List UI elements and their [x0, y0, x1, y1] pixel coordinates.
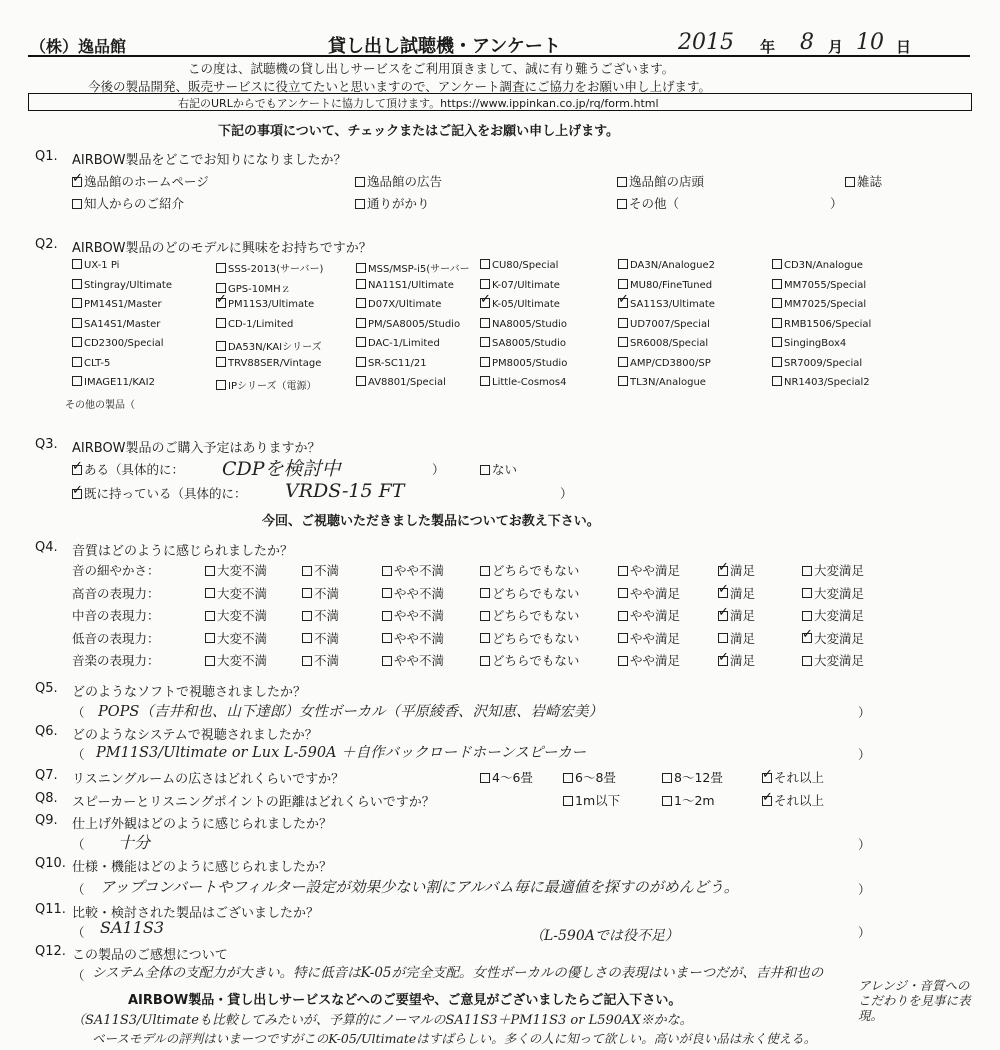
q1-option[interactable]: 知人からのご紹介 [72, 194, 184, 212]
checkbox[interactable] [480, 656, 490, 666]
q2-model-option[interactable]: CD2300/Special [72, 338, 164, 349]
checkbox[interactable] [662, 796, 672, 806]
q10-open-paren: （ [72, 882, 85, 897]
q1-option[interactable]: 雑誌 [845, 172, 882, 190]
checkbox[interactable] [72, 376, 82, 386]
q4-row-label: 低音の表現力： [72, 630, 160, 646]
checkbox[interactable] [382, 566, 392, 576]
q12-side-note: アレンジ・音質へのこだわりを見事に表現。 [858, 978, 971, 1023]
checkbox[interactable] [302, 656, 312, 666]
checkbox[interactable] [718, 633, 728, 643]
checkbox[interactable] [762, 773, 772, 783]
q11-question: 比較・検討された製品はございましたか？ [72, 906, 320, 921]
checkbox[interactable] [382, 656, 392, 666]
checkbox[interactable] [205, 656, 215, 666]
q4-rating-option[interactable]: 大変不満 [205, 584, 267, 602]
q1-close-paren: ） [830, 196, 843, 211]
checkbox[interactable] [216, 380, 226, 390]
q4-rating-option[interactable]: 不満 [302, 651, 339, 669]
q2-model-option[interactable]: CD-1/Limited [216, 319, 293, 330]
q6-open-paren: （ [72, 747, 85, 762]
q4-row-label: 音の細やかさ： [72, 563, 160, 578]
q2-model-option[interactable]: TRV88SER/Vintage [216, 358, 321, 369]
date-day: 10 [856, 30, 884, 55]
q3-yes-close-paren: ） [432, 462, 445, 477]
q2-model-option[interactable]: TL3N/Analogue [618, 377, 706, 388]
q1-number: Q1. [35, 149, 58, 164]
checkbox[interactable] [205, 566, 215, 576]
q2-model-option[interactable]: MSS/MSP-i5(サーバー [356, 260, 470, 275]
checkbox[interactable] [72, 259, 82, 269]
q4-rating-option[interactable]: どちらでもない [480, 584, 579, 602]
request-heading: AIRBOW製品・貸し出しサービスなどへのご要望や、ご意見がございましたらご記入下さい。 [128, 993, 682, 1008]
q4-rating-option[interactable]: 不満 [302, 584, 339, 602]
checkbox[interactable] [618, 318, 628, 328]
q1-option[interactable]: 通りがかり [355, 194, 430, 212]
q4-rating-option[interactable]: 大変不満 [205, 651, 267, 669]
header-rule [28, 55, 970, 57]
checkbox[interactable] [382, 588, 392, 598]
q11-open-paren: （ [72, 925, 85, 940]
q8-option[interactable]: 1～2m [662, 791, 715, 809]
q2-model-option[interactable]: SSS-2013(サーバー) [216, 260, 323, 275]
q1-question: AIRBOW製品をどこでお知りになりましたか？ [72, 153, 347, 168]
q11-answer[interactable]: SA11S3 [100, 918, 165, 937]
q4-rating-option[interactable]: 大変満足 [802, 584, 864, 602]
q6-number: Q6. [35, 724, 58, 739]
q4-rating-option[interactable]: やや不満 [382, 561, 444, 579]
q3-sub-heading: 今回、ご視聴いただきました製品についてお教え下さい。 [262, 514, 600, 529]
checkbox[interactable] [72, 298, 82, 308]
date-month-label: 月 [828, 38, 844, 56]
checkbox[interactable] [205, 611, 215, 621]
date-month: 8 [800, 30, 814, 55]
q3-option-own[interactable]: ✓既に持っている（具体的に： [72, 484, 247, 502]
q2-model-option[interactable]: GPS-10MHｚ [216, 280, 291, 295]
checkbox[interactable] [72, 357, 82, 367]
q2-model-option[interactable]: UD7007/Special [618, 319, 710, 330]
q2-model-option[interactable]: K-07/Ultimate [480, 280, 560, 291]
checkbox[interactable] [718, 611, 728, 621]
q4-rating-option[interactable]: やや満足 [618, 584, 680, 602]
q6-question: どのようなシステムで視聴されましたか？ [72, 728, 318, 743]
q3-question: AIRBOW製品のご購入予定はありますか？ [72, 441, 321, 456]
q4-rating-option[interactable]: やや満足 [618, 561, 680, 579]
checkbox[interactable] [618, 656, 628, 666]
q2-number: Q2. [35, 237, 58, 252]
q12-question: この製品のご感想について [72, 948, 228, 963]
q4-rating-option[interactable]: やや不満 [382, 629, 444, 647]
q8-number: Q8. [35, 791, 58, 806]
q2-model-option[interactable]: SR6008/Special [618, 338, 708, 349]
q5-open-paren: （ [72, 705, 85, 720]
q6-answer[interactable]: PM11S3/Ultimate or Lux L-590A ＋自作バックロードホーンスピーカー [96, 745, 587, 761]
checkbox[interactable] [72, 465, 82, 475]
checkbox[interactable] [718, 588, 728, 598]
intro-line-1: この度は、試聴機の貸し出しサービスをご利用頂きまして、誠に有り難うございます。 [188, 61, 675, 76]
q2-model-option[interactable]: MM7055/Special [772, 280, 866, 291]
checkbox[interactable] [772, 376, 782, 386]
q4-row-label: 音楽の表現力： [72, 653, 160, 668]
q1-option[interactable]: 逸品館の店頭 [617, 172, 704, 190]
intro-line-2: 今後の製品開発、販売サービスに役立てたいと思いますので、アンケート調査にご協力をお願い申し上げます。 [88, 79, 712, 94]
q4-rating-option[interactable]: ✓ 満足 [718, 584, 755, 602]
checkbox[interactable] [355, 199, 365, 209]
q2-model-option[interactable]: PM8005/Studio [480, 358, 567, 369]
q3-option-yes[interactable]: ✓ある（具体的に： [72, 460, 184, 478]
q9-open-paren: （ [72, 837, 85, 852]
checkbox[interactable] [772, 337, 782, 347]
checkbox[interactable] [480, 298, 490, 308]
q9-answer[interactable]: 十分 [118, 833, 151, 852]
q2-model-option[interactable]: DA3N/Analogue2 [618, 260, 715, 271]
q2-model-option[interactable]: CLT-5 [72, 358, 110, 369]
checkbox[interactable] [72, 318, 82, 328]
checkbox[interactable] [72, 337, 82, 347]
q4-rating-option[interactable]: どちらでもない [480, 606, 579, 624]
checkbox[interactable] [618, 633, 628, 643]
q2-model-option[interactable]: Stingray/Ultimate [72, 280, 172, 291]
checkbox[interactable] [802, 633, 812, 643]
checkbox[interactable] [618, 611, 628, 621]
q10-question: 仕様・機能はどのように感じられましたか？ [72, 860, 333, 875]
q4-row-label: 中音の表現力： [72, 608, 160, 623]
checkbox[interactable] [802, 588, 812, 598]
checkbox[interactable] [718, 566, 728, 576]
checkbox[interactable] [480, 279, 490, 289]
checkbox[interactable] [302, 633, 312, 643]
checkbox[interactable] [205, 588, 215, 598]
q2-model-option[interactable]: SR7009/Special [772, 358, 862, 369]
checkbox[interactable] [480, 633, 490, 643]
checkbox[interactable] [617, 199, 627, 209]
checkbox[interactable] [480, 337, 490, 347]
q2-other-products[interactable]: その他の製品（ [65, 400, 135, 411]
date-year-label: 年 [760, 38, 776, 56]
q4-rating-option[interactable]: ✓ 大変満足 [802, 629, 864, 647]
checkbox[interactable] [802, 566, 812, 576]
q2-model-option[interactable]: SA8005/Studio [480, 338, 566, 349]
q4-question: 音質はどのように感じられましたか？ [72, 544, 294, 559]
q2-model-option[interactable]: DAC-1/Limited [356, 338, 440, 349]
q2-model-option[interactable]: ✓K-05/Ultimate [480, 299, 560, 310]
q4-row-label: 高音の表現力： [72, 585, 160, 601]
q2-model-option[interactable]: CU80/Special [480, 260, 558, 271]
q8-question: スピーカーとリスニングポイントの距離はどれくらいですか？ [72, 795, 435, 810]
checkbox[interactable] [618, 337, 628, 347]
checkbox[interactable] [618, 357, 628, 367]
q2-model-option[interactable]: Little-Cosmos4 [480, 377, 566, 388]
q2-model-option[interactable]: IPシリーズ（電源） [216, 377, 316, 392]
q4-rating-option[interactable]: やや満足 [618, 651, 680, 669]
q10-close-paren: ） [858, 882, 871, 897]
q6-close-paren: ） [858, 747, 871, 762]
q2-model-option[interactable]: AV8801/Special [356, 377, 446, 388]
checkbox[interactable] [618, 279, 628, 289]
checkbox[interactable] [772, 279, 782, 289]
q2-model-option[interactable]: DA53N/KAIシリーズ [216, 338, 322, 353]
q2-model-option[interactable]: MM7025/Special [772, 299, 866, 310]
q7-option[interactable]: ✓ それ以上 [762, 768, 824, 786]
q4-rating-option[interactable]: やや不満 [382, 606, 444, 624]
checkbox[interactable] [662, 773, 672, 783]
request-answer-line-1[interactable]: （SA11S3/Ultimateも比較してみたいが、予算的にノーマルのSA11S3＋PM11S3 or L590AX※かな。 [72, 1013, 693, 1028]
q12-answer[interactable]: システム全体の支配力が大きい。特に低音はK-05が完全支配。女性ボーカルの優しさの表現はいまーつだが、吉井和也の [92, 965, 824, 981]
q4-rating-option[interactable]: ✓ 満足 [718, 561, 755, 579]
checkbox[interactable] [356, 318, 366, 328]
checkbox[interactable] [480, 259, 490, 269]
checkbox[interactable] [72, 489, 82, 499]
q2-model-option[interactable]: SR-SC11/21 [356, 358, 427, 369]
q9-close-paren: ） [858, 837, 871, 852]
q2-model-option[interactable]: SA14S1/Master [72, 319, 160, 330]
q4-rating-option[interactable]: やや不満 [382, 651, 444, 669]
q5-close-paren: ） [858, 705, 871, 720]
q4-rating-option[interactable]: どちらでもない [480, 561, 579, 579]
q11-number: Q11. [35, 902, 66, 917]
date-year: 2015 [678, 30, 734, 55]
checkbox[interactable] [772, 318, 782, 328]
q2-model-option[interactable]: RMB1506/Special [772, 319, 871, 330]
checkbox[interactable] [72, 199, 82, 209]
q2-question: AIRBOW製品のどのモデルに興味をお持ちですか？ [72, 241, 372, 256]
q12-note-above: （L-590Aでは役不足） [530, 928, 679, 944]
checkbox[interactable] [72, 177, 82, 187]
checkbox[interactable] [480, 566, 490, 576]
q2-model-option[interactable]: NA8005/Studio [480, 319, 567, 330]
q4-rating-option[interactable]: 満足 [718, 629, 755, 647]
checkbox[interactable] [356, 263, 366, 273]
checkbox[interactable] [356, 376, 366, 386]
q4-rating-option[interactable]: ✓ 満足 [718, 606, 755, 624]
q7-option[interactable]: 4～6畳 [480, 768, 533, 786]
q2-model-option[interactable]: D07X/Ultimate [356, 299, 441, 310]
q4-rating-option[interactable]: 大変満足 [802, 606, 864, 624]
checkbox[interactable] [356, 298, 366, 308]
q7-option[interactable]: 8～12畳 [662, 768, 723, 786]
request-answer-line-2[interactable]: ベースモデルの評判はいまーつですがこのK-05/Ultimateはすばらしい。多くの人に知って欲しい。高いが良い品は永く使える。 [92, 1031, 817, 1046]
q8-option[interactable]: ✓ それ以上 [762, 791, 824, 809]
checkbox[interactable] [480, 465, 490, 475]
checkbox[interactable] [480, 588, 490, 598]
checkbox[interactable] [216, 341, 226, 351]
q2-model-option[interactable]: NR1403/Special2 [772, 377, 870, 388]
checkbox[interactable] [302, 588, 312, 598]
q4-rating-option[interactable]: 不満 [302, 606, 339, 624]
q7-question: リスニングルームの広さはどれくらいですか？ [72, 772, 345, 787]
checkbox[interactable] [216, 263, 226, 273]
checkbox[interactable] [382, 611, 392, 621]
q3-number: Q3. [35, 437, 58, 452]
checkbox[interactable] [480, 611, 490, 621]
checkbox[interactable] [617, 177, 627, 187]
q2-model-option[interactable]: ✓PM11S3/Ultimate [216, 299, 314, 310]
q4-rating-option[interactable]: やや満足 [618, 629, 680, 647]
checkbox[interactable] [480, 318, 490, 328]
checkbox[interactable] [563, 773, 573, 783]
q4-rating-option[interactable]: やや不満 [382, 584, 444, 602]
q7-number: Q7. [35, 768, 58, 783]
q2-model-option[interactable]: SingingBox4 [772, 338, 846, 349]
checkbox[interactable] [356, 357, 366, 367]
q2-model-option[interactable]: CD3N/Analogue [772, 260, 863, 271]
checkbox[interactable] [216, 298, 226, 308]
q4-rating-option[interactable]: やや満足 [618, 606, 680, 624]
checkbox[interactable] [356, 337, 366, 347]
checkbox[interactable] [480, 376, 490, 386]
checkbox[interactable] [216, 357, 226, 367]
q4-rating-option[interactable]: ✓ 満足 [718, 651, 755, 669]
checkbox[interactable] [72, 279, 82, 289]
checkbox[interactable] [563, 796, 573, 806]
q8-option[interactable]: 1m以下 [563, 791, 620, 809]
q3-own-answer[interactable]: VRDS-15 FT [285, 480, 405, 502]
q3-yes-answer[interactable]: CDPを検討中 [222, 458, 341, 480]
q4-rating-option[interactable]: 大変満足 [802, 561, 864, 579]
checkbox[interactable] [480, 773, 490, 783]
checkbox[interactable] [216, 283, 226, 293]
company-name: （株）逸品館 [30, 37, 127, 56]
date-day-label: 日 [896, 38, 912, 56]
checkbox[interactable] [618, 588, 628, 598]
checkbox[interactable] [845, 177, 855, 187]
checkbox[interactable] [618, 566, 628, 576]
q4-rating-option[interactable]: 不満 [302, 561, 339, 579]
q4-rating-option[interactable]: 大変満足 [802, 651, 864, 669]
checkbox[interactable] [802, 656, 812, 666]
q5-question: どのようなソフトで視聴されましたか？ [72, 685, 307, 700]
q1-option[interactable]: ✓逸品館のホームページ [72, 172, 209, 190]
q3-option-no[interactable]: ない [480, 460, 517, 478]
checkbox[interactable] [302, 611, 312, 621]
q9-question: 仕上げ外観はどのように感じられましたか？ [72, 817, 333, 832]
q4-rating-option[interactable]: どちらでもない [480, 629, 579, 647]
checkbox[interactable] [618, 298, 628, 308]
q4-rating-option[interactable]: 不満 [302, 629, 339, 647]
checkbox[interactable] [355, 177, 365, 187]
checkbox[interactable] [216, 318, 226, 328]
q5-number: Q5. [35, 681, 58, 696]
q2-model-option[interactable]: ✓SA11S3/Ultimate [618, 299, 715, 310]
q2-model-option[interactable]: NA11S1/Ultimate [356, 280, 454, 291]
checkbox[interactable] [618, 376, 628, 386]
checkbox[interactable] [772, 298, 782, 308]
q2-model-option[interactable]: IMAGE11/KAI2 [72, 377, 155, 388]
instruction-heading: 下記の事項について、チェックまたはご記入をお願い申し上げます。 [218, 124, 620, 139]
checkbox[interactable] [772, 259, 782, 269]
survey-title: 貸し出し試聴機・アンケート [328, 36, 561, 57]
q2-model-option[interactable]: AMP/CD3800/SP [618, 358, 711, 369]
q2-model-option[interactable]: UX-1 Pi [72, 260, 119, 271]
checkbox[interactable] [205, 633, 215, 643]
checkbox[interactable] [302, 566, 312, 576]
q4-number: Q4. [35, 540, 58, 555]
q4-rating-option[interactable]: 大変不満 [205, 629, 267, 647]
q3-own-close-paren: ） [560, 486, 573, 501]
q10-answer[interactable]: アップコンバートやフィルター設定が効果少ない割にアルバム毎に最適値を探すのがめんどう。 [100, 878, 739, 896]
q12-open-paren: （ [72, 968, 85, 983]
q4-rating-option[interactable]: どちらでもない [480, 651, 579, 669]
q11-close-paren: ） [858, 925, 871, 940]
q4-rating-option[interactable]: 大変不満 [205, 606, 267, 624]
checkbox[interactable] [480, 357, 490, 367]
q9-number: Q9. [35, 813, 58, 828]
checkbox[interactable] [618, 259, 628, 269]
q7-option[interactable]: 6～8畳 [563, 768, 616, 786]
checkbox[interactable] [382, 633, 392, 643]
q2-model-option[interactable]: PM14S1/Master [72, 299, 162, 310]
q1-option[interactable]: その他（ [617, 194, 679, 212]
q12-number: Q12. [35, 944, 66, 959]
q4-rating-option[interactable]: 大変不満 [205, 561, 267, 579]
checkbox[interactable] [356, 279, 366, 289]
q2-model-option[interactable]: PM/SA8005/Studio [356, 319, 460, 330]
q1-option[interactable]: 逸品館の広告 [355, 172, 442, 190]
checkbox[interactable] [802, 611, 812, 621]
q2-model-option[interactable]: MU80/FineTuned [618, 280, 712, 291]
checkbox[interactable] [718, 656, 728, 666]
checkbox[interactable] [762, 796, 772, 806]
checkbox[interactable] [772, 357, 782, 367]
q5-answer[interactable]: POPS（吉井和也、山下達郎）女性ボーカル（平原綾香、沢知恵、岩崎宏美） [98, 704, 604, 720]
survey-url-line[interactable]: 右記のURLからでもアンケートに協力して頂けます。https://www.ippinkan.co.jp/rq/form.html [178, 97, 659, 110]
q10-number: Q10. [35, 856, 66, 871]
